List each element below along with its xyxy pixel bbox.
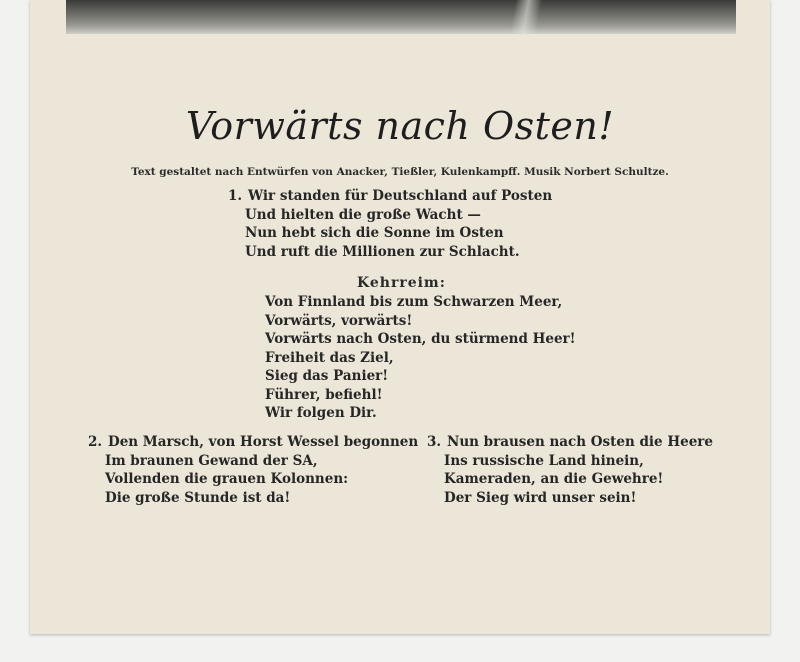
verse-line (88, 433, 418, 452)
verse-line (88, 452, 418, 471)
verse-line (427, 452, 713, 471)
verse-line (427, 489, 713, 508)
song-credits: Text gestaltet nach Entwürfen von Anacker, Tießler, Kulenkampff. Musik Norbert Schultze. (131, 166, 669, 178)
verse-number: 1. (228, 188, 243, 204)
verse-1 (228, 187, 552, 261)
refrain-line: Führer, befiehl! (265, 386, 383, 403)
verse-line-text: Vollenden die grauen Kolonnen: (105, 471, 349, 487)
verse-2 (88, 433, 418, 507)
refrain-line: Freiheit das Ziel, (265, 349, 394, 366)
verse-line (228, 243, 552, 262)
photo-strip (66, 0, 736, 34)
verse-line (228, 187, 552, 206)
refrain-line: Vorwärts, vorwärts! (265, 312, 413, 329)
refrain-line: Sieg das Panier! (265, 368, 389, 384)
verse-line (88, 470, 418, 489)
verse-3 (427, 433, 713, 507)
verse-line-text: Kameraden, an die Gewehre! (444, 471, 664, 487)
road-detail (496, 0, 556, 34)
verse-line-text: Und ruft die Millionen zur Schlacht. (245, 243, 520, 260)
refrain-line: Vorwärts nach Osten, du stürmend Heer! (265, 331, 576, 347)
verse-line-text: Nun hebt sich die Sonne im Osten (245, 225, 504, 241)
verse-line (228, 224, 552, 243)
verse-line-text: Den Marsch, von Horst Wessel begonnen (108, 434, 419, 450)
refrain (265, 293, 576, 423)
verse-line-text: Im braunen Gewand der SA, (105, 452, 318, 469)
verse-line-text: Ins russische Land hinein, (444, 452, 644, 469)
verse-line (228, 206, 552, 225)
verse-line-text: Die große Stunde ist da! (105, 489, 291, 506)
verse-number: 3. (427, 434, 442, 450)
verse-line (427, 433, 713, 452)
verse-number: 2. (88, 434, 103, 450)
verse-line-text: Und hielten die große Wacht — (245, 206, 481, 223)
refrain-line: Von Finnland bis zum Schwarzen Meer, (265, 294, 563, 310)
refrain-line: Wir folgen Dir. (265, 405, 377, 421)
refrain-heading: Kehrreim: (357, 275, 446, 291)
verse-line-text: Wir standen für Deutschland auf Posten (248, 188, 553, 204)
verse-line-text: Der Sieg wird unser sein! (444, 489, 637, 506)
song-title: Vorwärts nach Osten! (185, 104, 615, 148)
verse-line (88, 489, 418, 508)
verse-line (427, 470, 713, 489)
verse-line-text: Nun brausen nach Osten die Heere (447, 434, 713, 450)
